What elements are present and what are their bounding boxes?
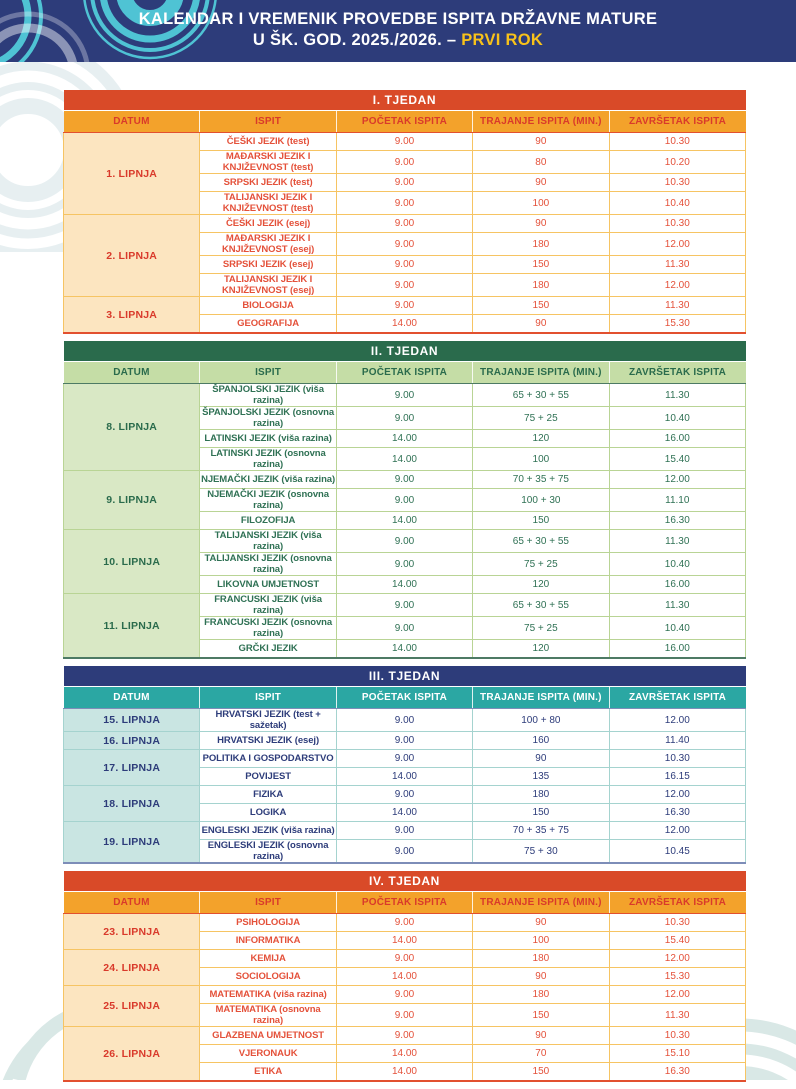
duration-cell: 90 <box>473 174 609 192</box>
end-time-cell: 10.40 <box>609 553 745 576</box>
page-title-line2 <box>0 30 796 51</box>
start-time-cell: 9.00 <box>336 1027 472 1045</box>
duration-cell: 90 <box>473 1027 609 1045</box>
exam-name-cell: TALIJANSKI JEZIK (osnovna razina) <box>200 553 336 576</box>
start-time-cell: 9.00 <box>336 274 472 297</box>
week-title: I. TJEDAN <box>64 90 746 111</box>
date-cell: 1. LIPNJA <box>64 133 200 215</box>
column-header: DATUM <box>64 362 200 384</box>
exam-row <box>64 950 746 968</box>
duration-cell: 100 <box>473 448 609 471</box>
start-time-cell: 14.00 <box>336 315 472 334</box>
duration-cell: 100 <box>473 192 609 215</box>
column-header: POČETAK ISPITA <box>336 892 472 914</box>
duration-cell: 150 <box>473 1063 609 1082</box>
start-time-cell: 9.00 <box>336 617 472 640</box>
exam-name-cell: GEOGRAFIJA <box>200 315 336 334</box>
start-time-cell: 9.00 <box>336 553 472 576</box>
date-cell: 8. LIPNJA <box>64 384 200 471</box>
end-time-cell: 15.30 <box>609 315 745 334</box>
duration-cell: 90 <box>473 968 609 986</box>
exam-name-cell: VJERONAUK <box>200 1045 336 1063</box>
end-time-cell: 10.30 <box>609 750 745 768</box>
page-title-highlight: PRVI ROK <box>461 31 544 49</box>
date-cell: 24. LIPNJA <box>64 950 200 986</box>
date-cell: 3. LIPNJA <box>64 297 200 334</box>
column-header-row <box>64 362 746 384</box>
duration-cell: 135 <box>473 768 609 786</box>
end-time-cell: 11.30 <box>609 256 745 274</box>
duration-cell: 65 + 30 + 55 <box>473 530 609 553</box>
start-time-cell: 9.00 <box>336 407 472 430</box>
start-time-cell: 9.00 <box>336 215 472 233</box>
end-time-cell: 11.30 <box>609 530 745 553</box>
start-time-cell: 14.00 <box>336 430 472 448</box>
end-time-cell: 15.30 <box>609 968 745 986</box>
exam-name-cell: PSIHOLOGIJA <box>200 914 336 932</box>
column-header: ISPIT <box>200 111 336 133</box>
start-time-cell: 9.00 <box>336 840 472 864</box>
page-title-line2-prefix: U ŠK. GOD. 2025./2026. – <box>252 31 462 49</box>
day-group <box>64 950 746 986</box>
date-cell: 19. LIPNJA <box>64 822 200 864</box>
exam-name-cell: SOCIOLOGIJA <box>200 968 336 986</box>
end-time-cell: 12.00 <box>609 822 745 840</box>
start-time-cell: 9.00 <box>336 786 472 804</box>
exam-name-cell: NJEMAČKI JEZIK (viša razina) <box>200 471 336 489</box>
end-time-cell: 11.30 <box>609 297 745 315</box>
end-time-cell: 11.10 <box>609 489 745 512</box>
end-time-cell: 16.15 <box>609 768 745 786</box>
date-cell: 17. LIPNJA <box>64 750 200 786</box>
end-time-cell: 10.45 <box>609 840 745 864</box>
date-cell: 10. LIPNJA <box>64 530 200 594</box>
end-time-cell: 12.00 <box>609 274 745 297</box>
column-header: ZAVRŠETAK ISPITA <box>609 892 745 914</box>
column-header: DATUM <box>64 892 200 914</box>
end-time-cell: 16.00 <box>609 576 745 594</box>
end-time-cell: 10.40 <box>609 617 745 640</box>
column-header: ZAVRŠETAK ISPITA <box>609 687 745 709</box>
day-group <box>64 709 746 732</box>
page-title-line1: KALENDAR I VREMENIK PROVEDBE ISPITA DRŽAVNE MATURE <box>138 10 658 28</box>
end-time-cell: 10.40 <box>609 192 745 215</box>
duration-cell: 90 <box>473 215 609 233</box>
exam-name-cell: MAĐARSKI JEZIK I KNJIŽEVNOST (esej) <box>200 233 336 256</box>
column-header-row <box>64 111 746 133</box>
exam-name-cell: KEMIJA <box>200 950 336 968</box>
end-time-cell: 11.40 <box>609 732 745 750</box>
exam-name-cell: LATINSKI JEZIK (viša razina) <box>200 430 336 448</box>
day-group <box>64 786 746 822</box>
exam-name-cell: ENGLESKI JEZIK (osnovna razina) <box>200 840 336 864</box>
start-time-cell: 9.00 <box>336 1004 472 1027</box>
duration-cell: 150 <box>473 512 609 530</box>
duration-cell: 100 + 80 <box>473 709 609 732</box>
end-time-cell: 16.30 <box>609 804 745 822</box>
exam-row <box>64 384 746 407</box>
start-time-cell: 9.00 <box>336 594 472 617</box>
duration-cell: 80 <box>473 151 609 174</box>
duration-cell: 70 + 35 + 75 <box>473 471 609 489</box>
column-header: POČETAK ISPITA <box>336 111 472 133</box>
duration-cell: 75 + 25 <box>473 407 609 430</box>
start-time-cell: 9.00 <box>336 233 472 256</box>
exam-name-cell: NJEMAČKI JEZIK (osnovna razina) <box>200 489 336 512</box>
date-cell: 16. LIPNJA <box>64 732 200 750</box>
duration-cell: 180 <box>473 786 609 804</box>
duration-cell: 150 <box>473 1004 609 1027</box>
start-time-cell: 9.00 <box>336 471 472 489</box>
day-group <box>64 133 746 215</box>
duration-cell: 75 + 30 <box>473 840 609 864</box>
start-time-cell: 14.00 <box>336 932 472 950</box>
end-time-cell: 16.00 <box>609 430 745 448</box>
exam-name-cell: POVIJEST <box>200 768 336 786</box>
start-time-cell: 14.00 <box>336 1045 472 1063</box>
duration-cell: 180 <box>473 233 609 256</box>
week-title: IV. TJEDAN <box>64 871 746 892</box>
exam-name-cell: ČEŠKI JEZIK (test) <box>200 133 336 151</box>
exam-name-cell: MATEMATIKA (viša razina) <box>200 986 336 1004</box>
start-time-cell: 14.00 <box>336 968 472 986</box>
exam-name-cell: TALIJANSKI JEZIK I KNJIŽEVNOST (test) <box>200 192 336 215</box>
exam-row <box>64 133 746 151</box>
end-time-cell: 12.00 <box>609 709 745 732</box>
week-table-head <box>64 341 746 384</box>
date-cell: 2. LIPNJA <box>64 215 200 297</box>
end-time-cell: 10.30 <box>609 174 745 192</box>
end-time-cell: 15.40 <box>609 932 745 950</box>
exam-name-cell: ENGLESKI JEZIK (viša razina) <box>200 822 336 840</box>
column-header: ZAVRŠETAK ISPITA <box>609 362 745 384</box>
exam-name-cell: ETIKA <box>200 1063 336 1082</box>
exam-name-cell: GLAZBENA UMJETNOST <box>200 1027 336 1045</box>
exam-name-cell: POLITIKA I GOSPODARSTVO <box>200 750 336 768</box>
exam-name-cell: LOGIKA <box>200 804 336 822</box>
exam-schedule-tables <box>63 90 746 1089</box>
title-banner <box>0 0 796 62</box>
exam-name-cell: FILOZOFIJA <box>200 512 336 530</box>
week-table-3 <box>63 666 746 864</box>
exam-name-cell: HRVATSKI JEZIK (esej) <box>200 732 336 750</box>
exam-name-cell: MAĐARSKI JEZIK I KNJIŽEVNOST (test) <box>200 151 336 174</box>
column-header-row <box>64 687 746 709</box>
day-group <box>64 750 746 786</box>
start-time-cell: 9.00 <box>336 530 472 553</box>
day-group <box>64 1027 746 1082</box>
exam-name-cell: INFORMATIKA <box>200 932 336 950</box>
end-time-cell: 12.00 <box>609 233 745 256</box>
duration-cell: 90 <box>473 133 609 151</box>
column-header: DATUM <box>64 687 200 709</box>
duration-cell: 100 + 30 <box>473 489 609 512</box>
date-cell: 15. LIPNJA <box>64 709 200 732</box>
exam-name-cell: SRPSKI JEZIK (esej) <box>200 256 336 274</box>
exam-row <box>64 1027 746 1045</box>
duration-cell: 90 <box>473 750 609 768</box>
end-time-cell: 10.30 <box>609 215 745 233</box>
week-title-row <box>64 90 746 111</box>
column-header: POČETAK ISPITA <box>336 687 472 709</box>
start-time-cell: 9.00 <box>336 914 472 932</box>
duration-cell: 75 + 25 <box>473 617 609 640</box>
exam-name-cell: FIZIKA <box>200 786 336 804</box>
column-header: TRAJANJE ISPITA (MIN.) <box>473 111 609 133</box>
week-title: III. TJEDAN <box>64 666 746 687</box>
exam-name-cell: TALIJANSKI JEZIK (viša razina) <box>200 530 336 553</box>
start-time-cell: 9.00 <box>336 384 472 407</box>
start-time-cell: 9.00 <box>336 192 472 215</box>
page-title <box>0 0 796 51</box>
exam-name-cell: HRVATSKI JEZIK (test + sažetak) <box>200 709 336 732</box>
day-group <box>64 986 746 1027</box>
end-time-cell: 11.30 <box>609 384 745 407</box>
date-cell: 11. LIPNJA <box>64 594 200 659</box>
start-time-cell: 9.00 <box>336 750 472 768</box>
start-time-cell: 9.00 <box>336 950 472 968</box>
day-group <box>64 594 746 659</box>
column-header: DATUM <box>64 111 200 133</box>
duration-cell: 120 <box>473 576 609 594</box>
start-time-cell: 9.00 <box>336 822 472 840</box>
end-time-cell: 10.40 <box>609 407 745 430</box>
date-cell: 9. LIPNJA <box>64 471 200 530</box>
date-cell: 18. LIPNJA <box>64 786 200 822</box>
day-group <box>64 215 746 297</box>
day-group <box>64 914 746 950</box>
column-header-row <box>64 892 746 914</box>
end-time-cell: 11.30 <box>609 594 745 617</box>
exam-name-cell: GRČKI JEZIK <box>200 640 336 659</box>
week-title-row <box>64 341 746 362</box>
start-time-cell: 9.00 <box>336 256 472 274</box>
date-cell: 25. LIPNJA <box>64 986 200 1027</box>
exam-row <box>64 594 746 617</box>
exam-name-cell: BIOLOGIJA <box>200 297 336 315</box>
day-group <box>64 732 746 750</box>
duration-cell: 150 <box>473 804 609 822</box>
exam-name-cell: LIKOVNA UMJETNOST <box>200 576 336 594</box>
exam-name-cell: FRANCUSKI JEZIK (osnovna razina) <box>200 617 336 640</box>
duration-cell: 120 <box>473 640 609 659</box>
column-header: TRAJANJE ISPITA (MIN.) <box>473 892 609 914</box>
day-group <box>64 471 746 530</box>
duration-cell: 180 <box>473 986 609 1004</box>
end-time-cell: 15.40 <box>609 448 745 471</box>
start-time-cell: 14.00 <box>336 640 472 659</box>
duration-cell: 70 <box>473 1045 609 1063</box>
exam-row <box>64 914 746 932</box>
start-time-cell: 9.00 <box>336 151 472 174</box>
start-time-cell: 9.00 <box>336 174 472 192</box>
column-header: TRAJANJE ISPITA (MIN.) <box>473 687 609 709</box>
duration-cell: 90 <box>473 315 609 334</box>
duration-cell: 75 + 25 <box>473 553 609 576</box>
column-header: TRAJANJE ISPITA (MIN.) <box>473 362 609 384</box>
start-time-cell: 14.00 <box>336 576 472 594</box>
date-cell: 23. LIPNJA <box>64 914 200 950</box>
start-time-cell: 9.00 <box>336 133 472 151</box>
duration-cell: 180 <box>473 274 609 297</box>
end-time-cell: 11.30 <box>609 1004 745 1027</box>
date-cell: 26. LIPNJA <box>64 1027 200 1082</box>
column-header: ISPIT <box>200 362 336 384</box>
duration-cell: 160 <box>473 732 609 750</box>
start-time-cell: 14.00 <box>336 804 472 822</box>
exam-row <box>64 471 746 489</box>
start-time-cell: 9.00 <box>336 297 472 315</box>
exam-row <box>64 530 746 553</box>
column-header: POČETAK ISPITA <box>336 362 472 384</box>
exam-name-cell: FRANCUSKI JEZIK (viša razina) <box>200 594 336 617</box>
exam-row <box>64 786 746 804</box>
exam-name-cell: ŠPANJOLSKI JEZIK (osnovna razina) <box>200 407 336 430</box>
duration-cell: 150 <box>473 297 609 315</box>
day-group <box>64 384 746 471</box>
week-table-head <box>64 90 746 133</box>
week-table-1 <box>63 90 746 334</box>
day-group <box>64 530 746 594</box>
end-time-cell: 16.30 <box>609 1063 745 1082</box>
exam-row <box>64 297 746 315</box>
column-header: ZAVRŠETAK ISPITA <box>609 111 745 133</box>
column-header: ISPIT <box>200 687 336 709</box>
day-group <box>64 822 746 864</box>
duration-cell: 90 <box>473 914 609 932</box>
exam-row <box>64 750 746 768</box>
week-title: II. TJEDAN <box>64 341 746 362</box>
exam-row <box>64 732 746 750</box>
day-group <box>64 297 746 334</box>
exam-name-cell: SRPSKI JEZIK (test) <box>200 174 336 192</box>
duration-cell: 65 + 30 + 55 <box>473 384 609 407</box>
exam-name-cell: MATEMATIKA (osnovna razina) <box>200 1004 336 1027</box>
end-time-cell: 10.30 <box>609 133 745 151</box>
start-time-cell: 9.00 <box>336 489 472 512</box>
week-table-2 <box>63 341 746 659</box>
exam-row <box>64 822 746 840</box>
start-time-cell: 14.00 <box>336 768 472 786</box>
exam-name-cell: ČEŠKI JEZIK (esej) <box>200 215 336 233</box>
end-time-cell: 16.00 <box>609 640 745 659</box>
end-time-cell: 16.30 <box>609 512 745 530</box>
duration-cell: 150 <box>473 256 609 274</box>
start-time-cell: 9.00 <box>336 709 472 732</box>
end-time-cell: 12.00 <box>609 950 745 968</box>
week-title-row <box>64 871 746 892</box>
week-table-4 <box>63 871 746 1082</box>
column-header: ISPIT <box>200 892 336 914</box>
duration-cell: 100 <box>473 932 609 950</box>
duration-cell: 120 <box>473 430 609 448</box>
exam-row <box>64 709 746 732</box>
exam-name-cell: TALIJANSKI JEZIK I KNJIŽEVNOST (esej) <box>200 274 336 297</box>
exam-name-cell: ŠPANJOLSKI JEZIK (viša razina) <box>200 384 336 407</box>
exam-name-cell: LATINSKI JEZIK (osnovna razina) <box>200 448 336 471</box>
end-time-cell: 10.30 <box>609 1027 745 1045</box>
end-time-cell: 12.00 <box>609 471 745 489</box>
start-time-cell: 9.00 <box>336 986 472 1004</box>
week-table-head <box>64 666 746 709</box>
end-time-cell: 10.30 <box>609 914 745 932</box>
duration-cell: 65 + 30 + 55 <box>473 594 609 617</box>
week-table-head <box>64 871 746 914</box>
end-time-cell: 10.20 <box>609 151 745 174</box>
end-time-cell: 12.00 <box>609 786 745 804</box>
start-time-cell: 14.00 <box>336 448 472 471</box>
end-time-cell: 15.10 <box>609 1045 745 1063</box>
end-time-cell: 12.00 <box>609 986 745 1004</box>
duration-cell: 180 <box>473 950 609 968</box>
start-time-cell: 14.00 <box>336 1063 472 1082</box>
duration-cell: 70 + 35 + 75 <box>473 822 609 840</box>
week-title-row <box>64 666 746 687</box>
exam-row <box>64 986 746 1004</box>
start-time-cell: 14.00 <box>336 512 472 530</box>
exam-row <box>64 215 746 233</box>
start-time-cell: 9.00 <box>336 732 472 750</box>
